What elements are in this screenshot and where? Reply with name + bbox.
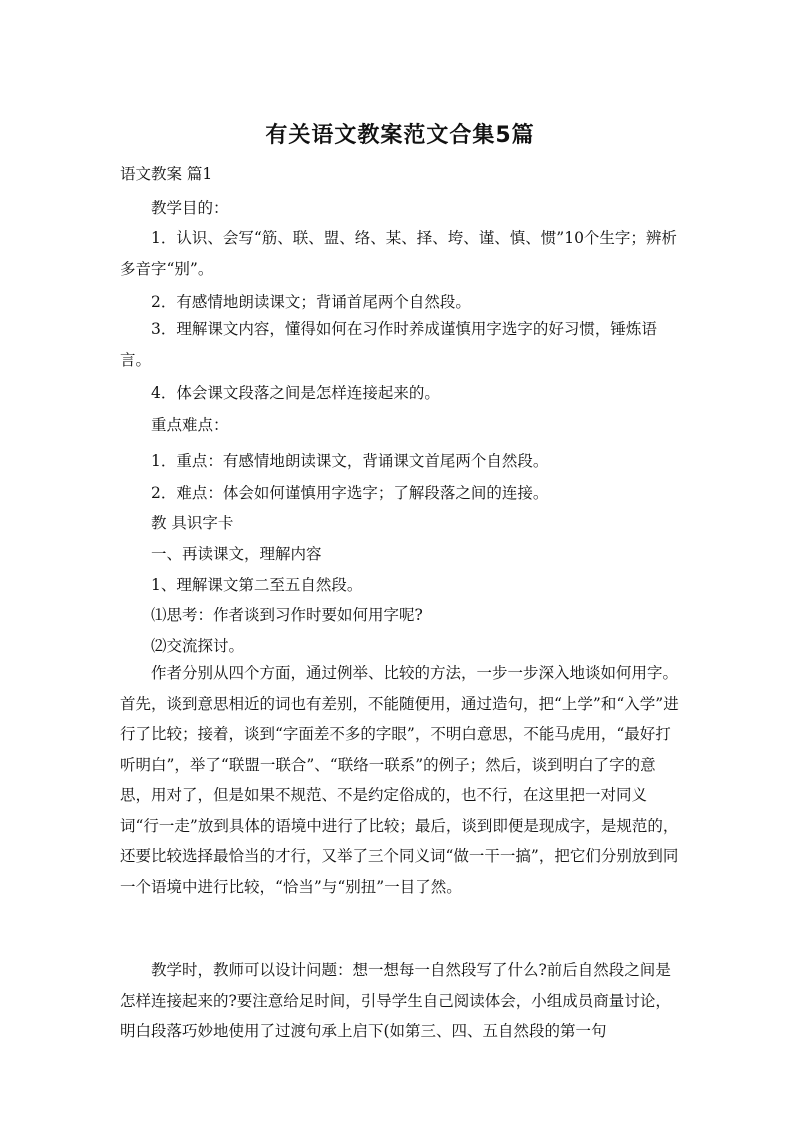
paragraph-objectives-heading: 教学目的： (151, 199, 229, 217)
paragraph-teaching-aids: 教 具识字卡 (151, 514, 234, 532)
paragraph-objective-4: 4．体会课文段落之间是怎样连接起来的。 (151, 384, 440, 402)
paragraph-difficult-point: 2．难点：体会如何谨慎用字选字；了解段落之间的连接。 (151, 484, 549, 502)
paragraph-objective-1: 1．认识、会写“筋、联、盟、络、某、择、垮、谨、慎、惯”10个生字；辨析多音字“别”。 (120, 229, 677, 278)
section-heading: 语文教案 篇1 (120, 165, 213, 183)
document-title: 有关语文教案范文合集5篇 (265, 123, 535, 148)
paragraph-key-points-heading: 重点难点： (151, 416, 229, 434)
paragraph-key-point: 1．重点：有感情地朗读课文，背诵课文首尾两个自然段。 (151, 452, 549, 470)
paragraph-teaching-note: 教学时，教师可以设计问题：想一想每一自然段写了什么?前后自然段之间是怎样连接起来的?要注意给足时间，引导学生自己阅读体会，小组成员商量讨论，明白段落巧妙地使用了过渡句承上启下(如第三、四、五自然段的第一句 (120, 961, 671, 1040)
paragraph-objective-3: 3．理解课文内容，懂得如何在习作时养成谨慎用字选字的好习惯，锤炼语言。 (120, 320, 657, 369)
paragraph-step-1: 1、理解课文第二至五自然段。 (151, 576, 363, 594)
paragraph-analysis: 作者分别从四个方面，通过例举、比较的方法，一步一步深入地谈如何用字。首先，谈到意思相近的词也有差别，不能随便用，通过造句，把“上学”和“入学”进行了比较；接着，谈到“字面差不多的字眼”，不明白意思，不能马虎用，“最好打听明白”，举了“联盟一联合”、“联络一联系”的例子；然后，谈到明白了字的意思，用对了，但是如果不规范、不是约定俗成的，也不行，在这里把一对同义词“行一走”放到具体的语境中进行了比较；最后，谈到即便是现成字，是规范的，还要比较选择最恰当的才行，又举了三个同义词“做一干一搞”，把它们分别放到同一个语境中进行比较，“恰当”与“别扭”一目了然。 (120, 664, 679, 896)
paragraph-objective-2: 2．有感情地朗读课文；背诵首尾两个自然段。 (151, 293, 471, 311)
paragraph-discuss: ⑵交流探讨。 (151, 637, 245, 655)
paragraph-think: ⑴思考：作者谈到习作时要如何用字呢? (151, 606, 423, 624)
paragraph-step-heading: 一、再读课文，理解内容 (151, 545, 322, 563)
